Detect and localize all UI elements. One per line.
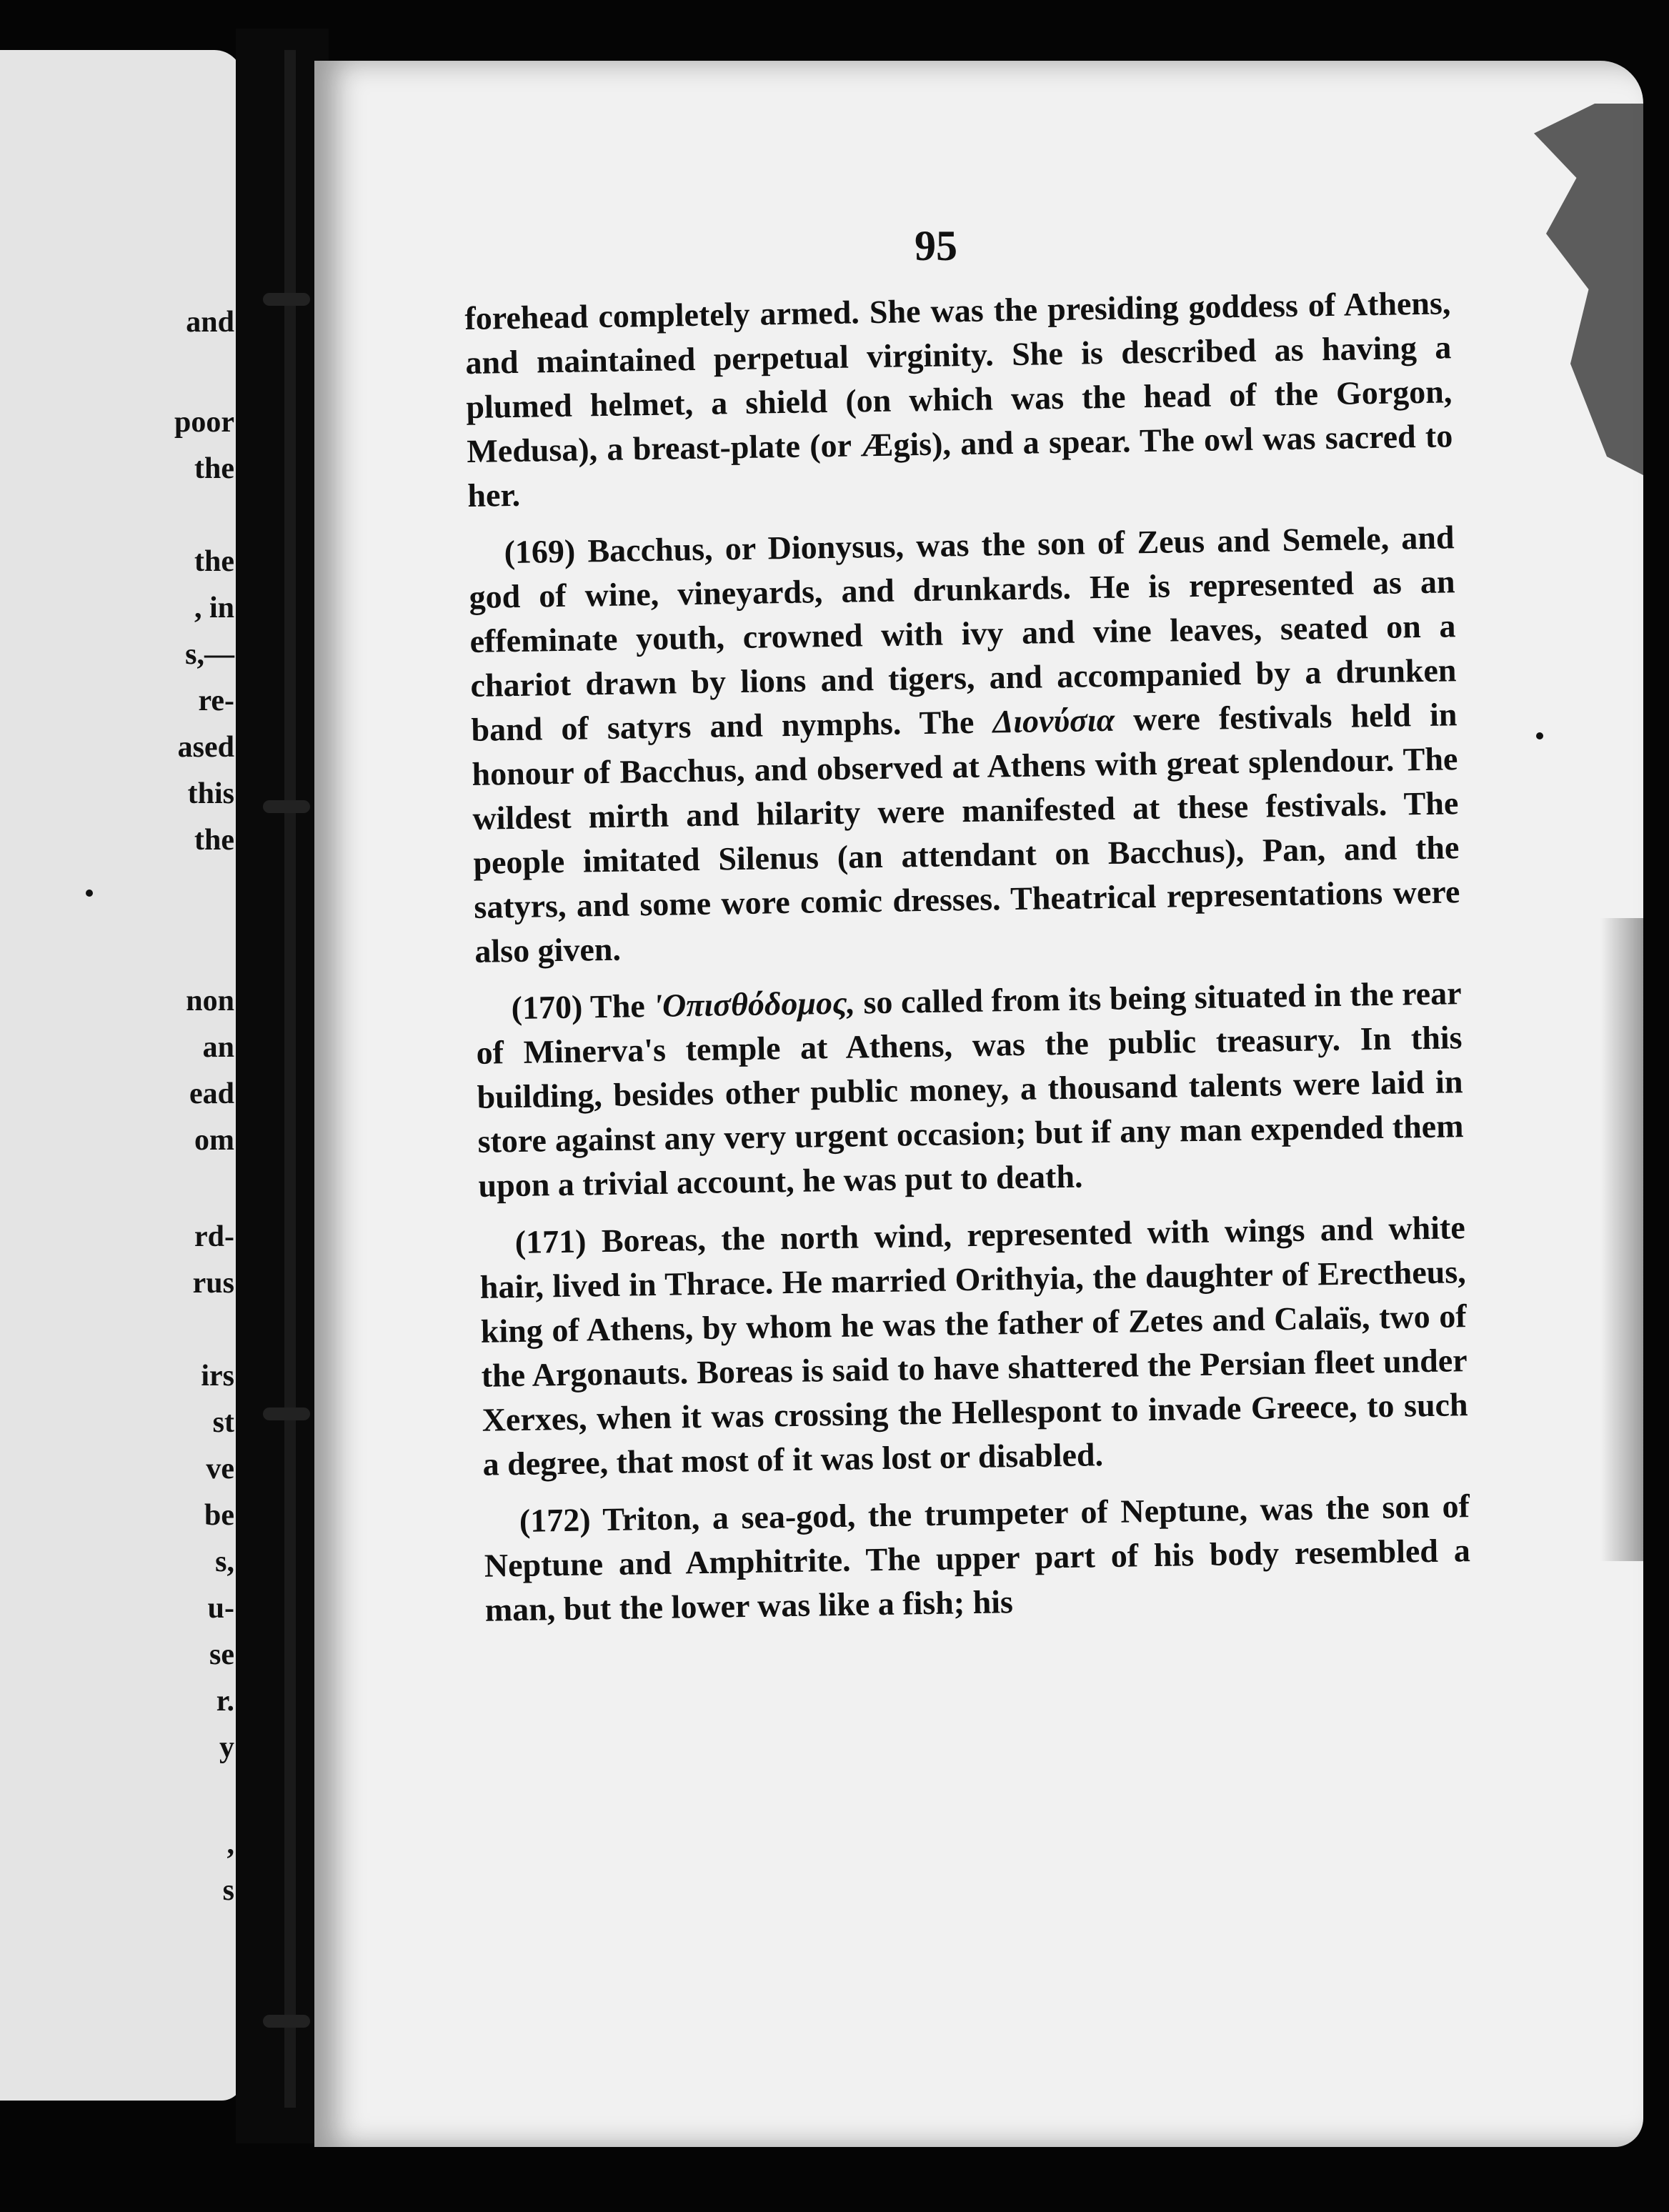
previous-page-edge [0, 50, 243, 2101]
left-page-fragment: be [204, 1499, 234, 1532]
left-page-fragment: rd- [194, 1220, 234, 1253]
left-page-fragment: the [194, 452, 234, 485]
paragraph-text: forehead completely armed. She was the presiding goddess of Athens, and maintained perpetual virginity. She is described as having a plumed helmet, a shield (on which was the head of the Gorgon, Medusa), a breast-plate (or Ægis), and a spear. The owl was sacred to her. [464, 284, 1453, 514]
left-page-fragment: , in [194, 592, 234, 624]
paragraph-text: Boreas, the north wind, represented with wings and white hair, lived in Thrace. He married Orithyia, the daughter of Erectheus, king of Athens, by whom he was the father of Zetes and Calaïs, two of the Argonauts. Boreas is said to have shattered the Persian fleet under Xerxes, when it was crossing the Hellespont to invade Greece, to such a degree, that most of it was lost or disabled. [479, 1209, 1468, 1483]
left-page-fragment: r. [216, 1685, 234, 1718]
paragraph-note-172 [483, 1484, 1471, 1633]
left-page-fragment: s, [215, 1545, 234, 1578]
left-page-fragment: an [202, 1031, 234, 1064]
binding-stitch [263, 1408, 310, 1420]
left-page-fragment: ead [189, 1077, 234, 1110]
binding-stitch [263, 293, 310, 306]
paragraph-text: were festivals held in honour of Bacchus, and observed at Athens with great splendour. The wildest mirth and hilarity were manifested at these festivals. The people imitated Silenus (an attendant on Bacchus), Pan, and the satyrs, and some wore comic dresses. Theatrical representations were also given. [472, 696, 1460, 970]
left-page-fragment: om [194, 1124, 234, 1157]
paragraph-text: so called from its being situated in the rear of Minerva's temple at Athens, was the public treasury. In this building, besides other public money, a thousand talents were laid in store against any very urgent occasion; but if any man expended them upon a trivial account, he was put to death. [476, 975, 1464, 1204]
page-edge-shadow [1600, 918, 1643, 1561]
paragraph-athena-continued [464, 281, 1454, 518]
paragraph-text: Bacchus, or Dionysus, was the son of Zeus and Semele, and god of wine, vineyards, and drunkards. He is represented as an effeminate youth, crowned with ivy and vine leaves, seated on a chariot drawn by lions and tigers, and accompanied by a drunken band of satyrs and nymphs. The [469, 519, 1457, 748]
left-page-fragment: st [212, 1406, 234, 1439]
greek-term: 'Οπισθόδομος, [652, 984, 856, 1024]
left-page-fragment: the [194, 545, 234, 578]
left-page-fragment: ased [177, 731, 234, 764]
note-marker: (169) [504, 532, 576, 571]
binding-stitch [263, 2015, 310, 2028]
note-marker: (171) [514, 1222, 587, 1261]
left-page-fragment: s [222, 1874, 234, 1907]
paragraph-note-170 [475, 971, 1465, 1208]
left-page-fragment: rus [192, 1267, 234, 1300]
left-page-fragment: and [186, 306, 234, 339]
paragraph-note-171 [479, 1205, 1469, 1487]
left-page-fragment: poor [174, 406, 234, 439]
greek-term: Διονύσια [992, 701, 1115, 740]
book-page [314, 61, 1643, 2147]
left-page-fragment: s,— [185, 638, 234, 671]
left-page-fragment: , [226, 1828, 234, 1860]
binding-stitch [263, 800, 310, 813]
ink-speck [86, 890, 93, 897]
left-page-fragment: se [209, 1638, 234, 1671]
paragraph-text: Triton, a sea-god, the trumpeter of Neptune, was the son of Neptune and Amphitrite. The upper part of his body resembled a man, but the lower was like a fish; his [484, 1488, 1471, 1628]
body-text [464, 281, 1471, 1645]
page-number: 95 [915, 222, 957, 269]
left-page-fragment: non [186, 985, 234, 1017]
left-page-fragment: y [219, 1731, 234, 1764]
paragraph-note-169 [468, 515, 1461, 974]
left-page-fragment: u- [207, 1592, 234, 1625]
note-marker: (172) [519, 1501, 591, 1539]
binding-spine [284, 50, 296, 2108]
note-marker: (170) [511, 988, 583, 1027]
left-page-fragment: this [187, 777, 234, 810]
left-page-fragment: ve [206, 1453, 234, 1485]
left-page-fragment: re- [198, 684, 234, 717]
left-page-fragment: irs [201, 1360, 234, 1393]
ink-speck [1536, 732, 1543, 739]
page-damage [1522, 104, 1643, 475]
left-page-fragment: the [194, 824, 234, 857]
paragraph-text: The [589, 987, 646, 1025]
